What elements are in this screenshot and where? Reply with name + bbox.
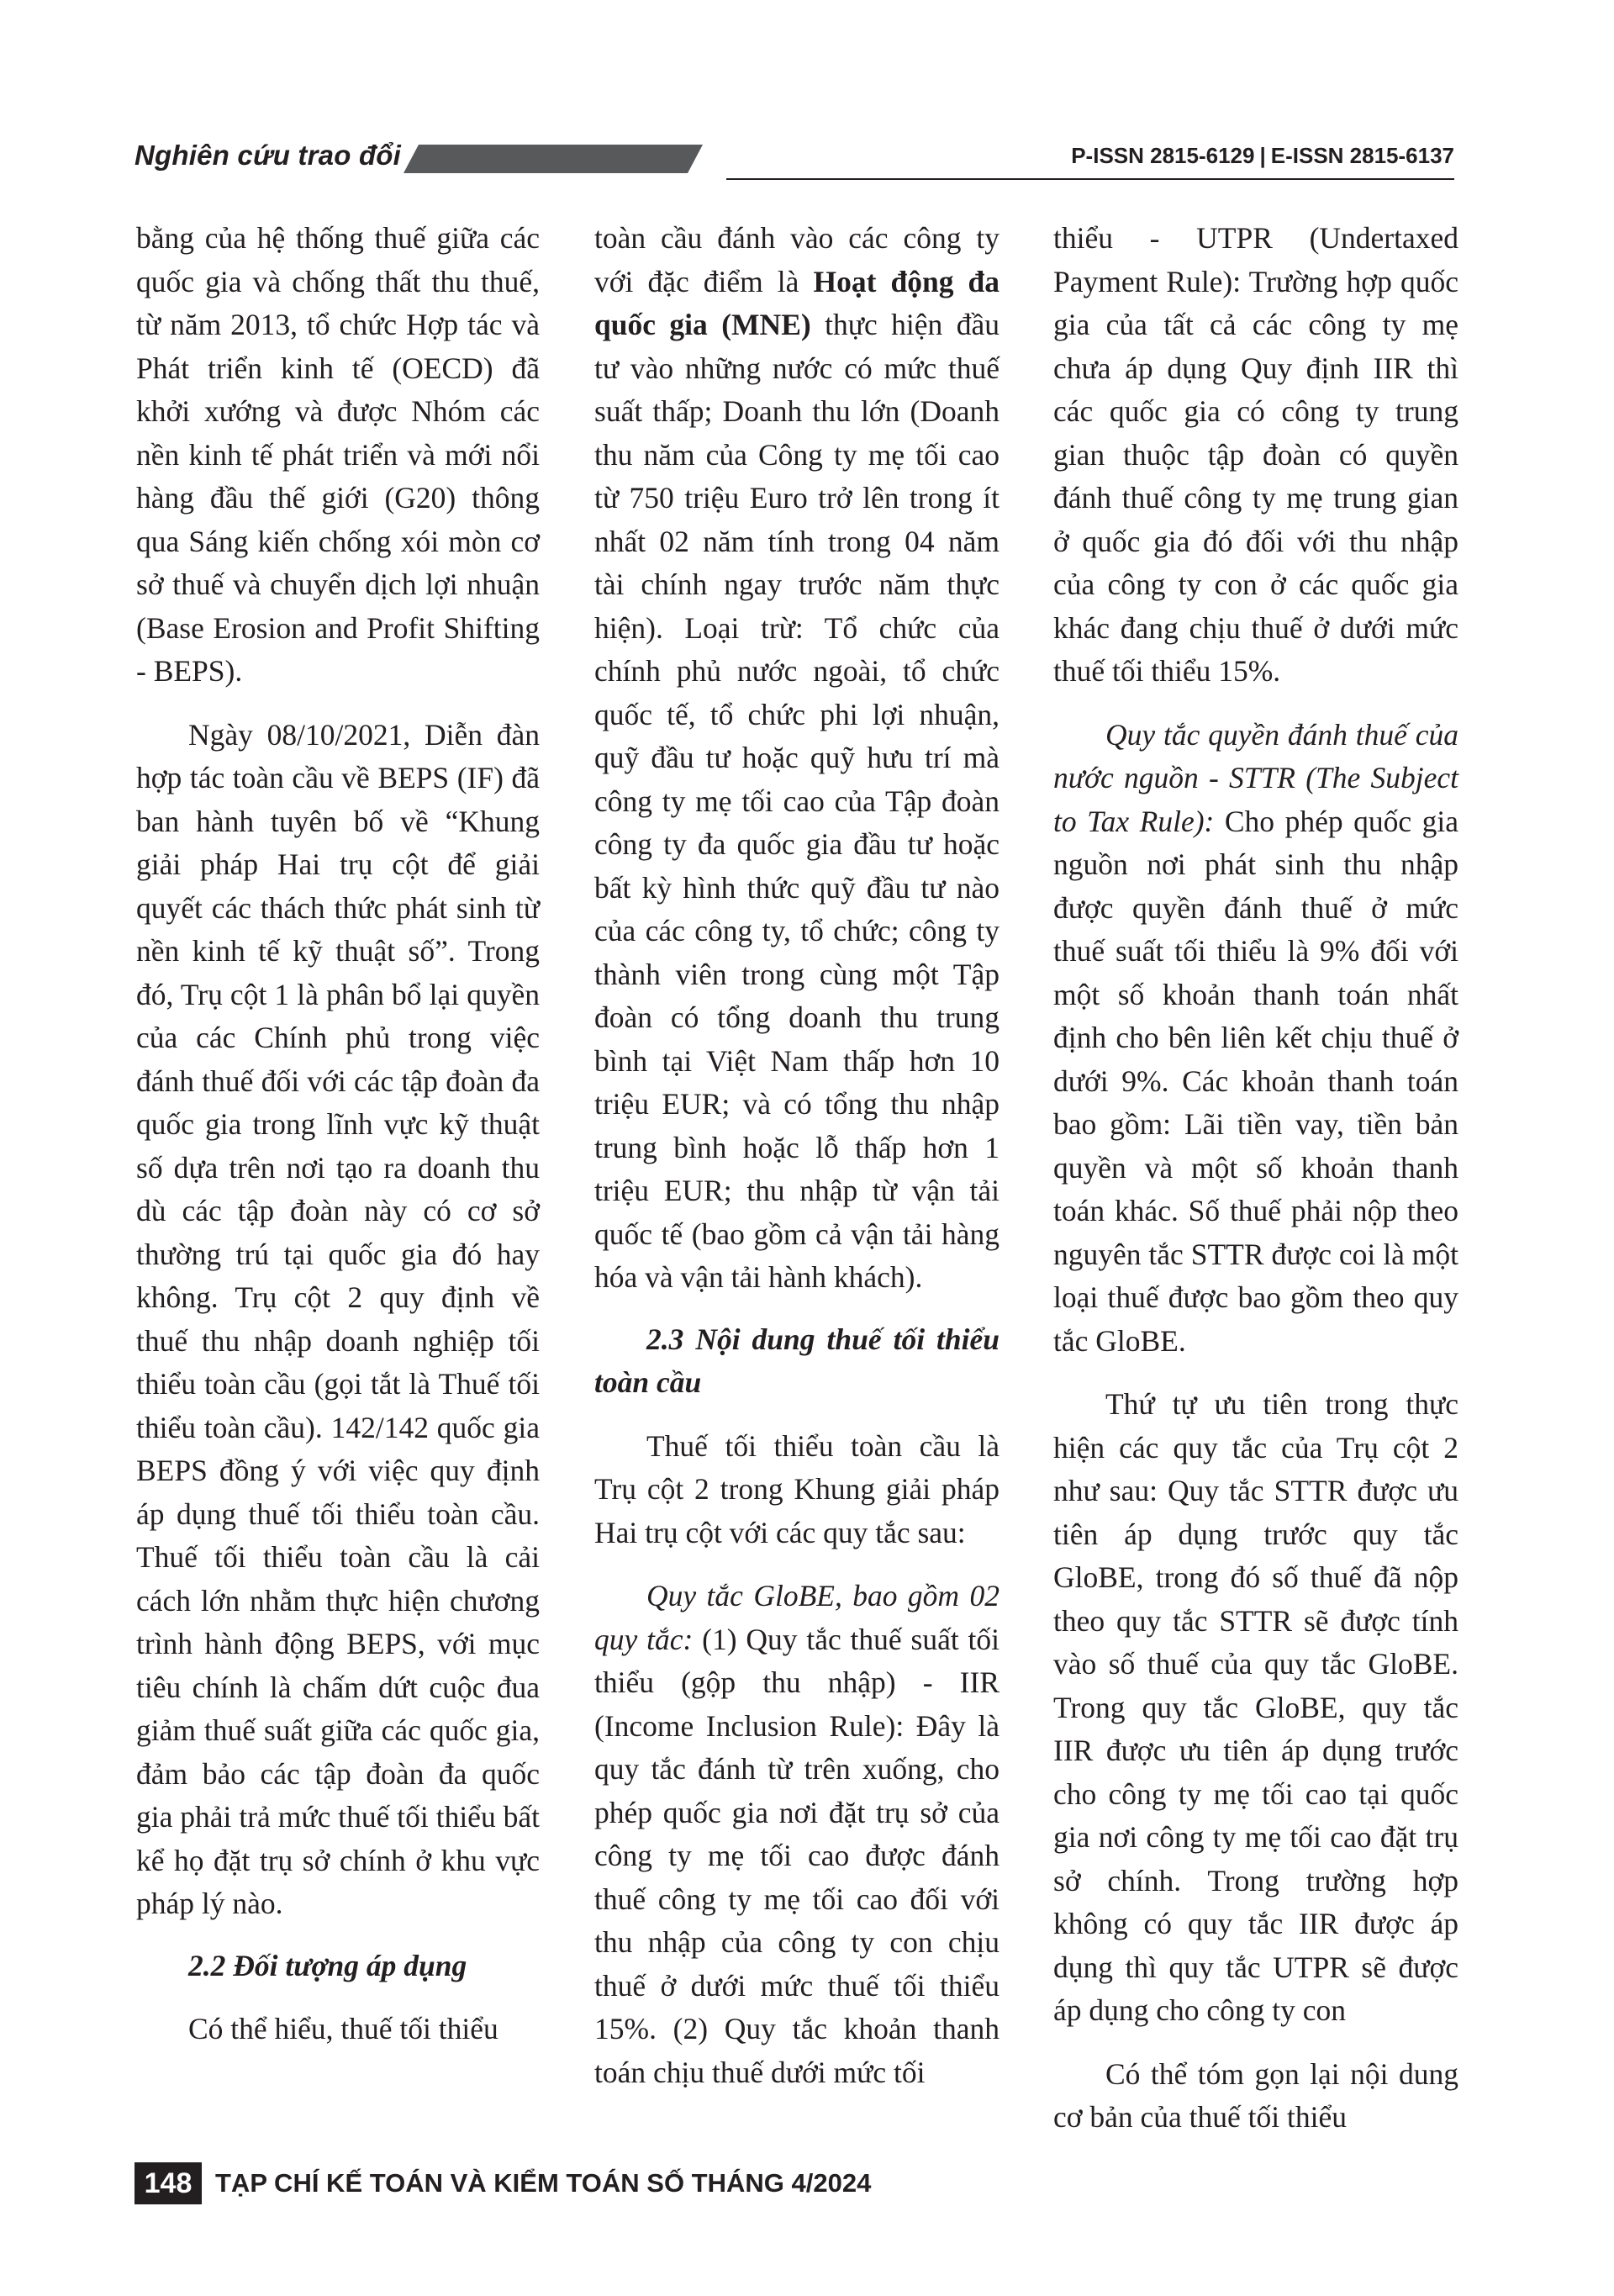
page-number: 148 [134, 2162, 202, 2204]
article-column-1 [136, 217, 540, 2051]
col2-paragraph-3: Quy tắc GloBE, bao gồm 02 quy tắc: (1) Quy tắc thuế suất tối thiểu (gộp thu nhập) - IIR (Income Inclusion Rule): Đây là quy tắc đánh từ trên xuống, cho phép quốc gia nơi đặt trụ sở của công ty mẹ tối cao được đánh thuế công ty mẹ tối cao đối với thu nhập của công ty con chịu thuế ở dưới mức thuế tối thiểu 15%. (2) Quy tắc khoản thanh toán chịu thuế dưới mức tối [594, 1579, 1000, 2089]
col3-paragraph-3: Thứ tự ưu tiên trong thực hiện các quy tắc của Trụ cột 2 như sau: Quy tắc STTR được ưu tiên áp dụng trước quy tắc GloBE, trong đó số thuế đã nộp theo quy tắc STTR sẽ được tính vào số thuế của quy tắc GloBE. Trong quy tắc GloBE, quy tắc IIR được ưu tiên áp dụng trước cho công ty mẹ tối cao tại quốc gia nơi công ty mẹ tối cao đặt trụ sở chính. Trong trường hợp không có quy tắc IIR được áp dụng thì quy tắc UTPR sẽ được áp dụng cho công ty con [1053, 1387, 1458, 2027]
print-issn: P-ISSN 2815-6129 [1071, 143, 1255, 168]
col3-paragraph-2: Quy tắc quyền đánh thuế của nước nguồn - STTR (The Subject to Tax Rule): Cho phép quốc gia nguồn nơi phát sinh thu nhập được quyền đánh thuế ở mức thuế suất tối thiểu là 9% đối với một số khoản thanh toán nhất định cho bên liên kết chịu thuế ở dưới 9%. Các khoản thanh toán bao gồm: Lãi tiền vay, tiền bản quyền và một số khoản thanh toán khác. Số thuế phải nộp theo nguyên tắc STTR được coi là một loại thuế được bao gồm theo quy tắc GloBE. [1053, 717, 1459, 1358]
issn-info [1071, 143, 1454, 169]
sttr-rule-term: Quy tắc quyền đánh thuế của nước nguồn - STTR (The Subject to Tax Rule): [1053, 717, 1458, 838]
article-column-3 [1053, 217, 1458, 2140]
page-header [134, 138, 1454, 182]
electronic-issn: E-ISSN 2815-6137 [1270, 143, 1454, 168]
mne-term: Hoạt động đa quốc gia (MNE) [594, 264, 1000, 341]
page-footer [134, 2162, 1143, 2206]
col3-paragraph-4: Có thể tóm gọn lại nội dung cơ bản của thuế tối thiểu [1053, 2056, 1458, 2134]
col3-paragraph-1: thiểu - UTPR (Undertaxed Payment Rule): Trường hợp quốc gia của tất cả các công ty mẹ chưa áp dụng Quy định IIR thì các quốc gia có công ty trung gian thuộc tập đoàn có quyền đánh thuế công ty mẹ trung gian ở quốc gia đó đối với thu nhập của công ty con ở các quốc gia khác đang chịu thuế ở dưới mức thuế tối thiểu 15%. [1053, 221, 1458, 688]
col1-paragraph-2: Ngày 08/10/2021, Diễn đàn hợp tác toàn cầu về BEPS (IF) đã ban hành tuyên bố về “Khung giải pháp Hai trụ cột để giải quyết các thách thức phát sinh từ nền kinh tế kỹ thuật số”. Trong đó, Trụ cột 1 là phân bổ lại quyền của các Chính phủ trong việc đánh thuế đối với các tập đoàn đa quốc gia trong lĩnh vực kỹ thuật số dựa trên nơi tạo ra doanh thu dù các tập đoàn này có cơ sở thường trú tại quốc gia đó hay không. Trụ cột 2 quy định về thuế thu nhập doanh nghiệp tối thiểu toàn cầu (gọi tắt là Thuế tối thiểu toàn cầu). 142/142 quốc gia BEPS đồng ý với việc quy định áp dụng thuế tối thiểu toàn cầu. Thuế tối thiểu toàn cầu là cải cách lớn nhằm thực hiện chương trình hành động BEPS, với mục tiêu chính là chấm dứt cuộc đua giảm thuế suất giữa các quốc gia, đảm bảo các tập đoàn đa quốc gia phải trả mức thuế tối thiểu bất kể họ đặt trụ sở chính ở khu vực pháp lý nào. [136, 717, 540, 1920]
article-column-2 [594, 217, 1000, 2094]
header-rule [726, 178, 1454, 180]
col2-paragraph-1: toàn cầu đánh vào các công ty với đặc điểm là Hoạt động đa quốc gia (MNE) thực hiện đầu tư vào những nước có mức thuế suất thấp; Doanh thu lớn (Doanh thu năm của Công ty mẹ tối cao từ 750 triệu Euro trở lên trong ít nhất 02 năm tính trong 04 năm tài chính ngay trước năm thực hiện). Loại trừ: Tổ chức của chính phủ nước ngoài, tổ chức quốc tế, tổ chức phi lợi nhuận, quỹ đầu tư hoặc quỹ hưu trí mà công ty mẹ tối cao của Tập đoàn công ty đa quốc gia đầu tư hoặc bất kỳ hình thức quỹ đầu tư nào của các công ty, tổ chức; công ty thành viên trong cùng một Tập đoàn có tổng doanh thu trung bình tại Việt Nam thấp hơn 10 triệu EUR; và có tổng thu nhập trung bình hoặc lỗ thấp hơn 1 triệu EUR; thu nhập từ vận tải quốc tế (bao gồm cả vận tải hàng hóa và vận tải hành khách). [594, 221, 1000, 1294]
journal-title: TẠP CHÍ KẾ TOÁN VÀ KIỂM TOÁN SỐ THÁNG 4/2024 [215, 2168, 872, 2198]
col1-paragraph-1: bằng của hệ thống thuế giữa các quốc gia và chống thất thu thuế, từ năm 2013, tổ chức Hợp tác và Phát triển kinh tế (OECD) đã khởi xướng và được Nhóm các nền kinh tế phát triển và mới nổi hàng đầu thế giới (G20) thông qua Sáng kiến chống xói mòn cơ sở thuế và chuyển dịch lợi nhuận (Base Erosion and Profit Shifting - BEPS). [136, 221, 540, 688]
globe-rule-term: Quy tắc GloBE, bao gồm 02 quy tắc: [594, 1579, 1000, 1656]
header-decorative-bar [404, 145, 703, 173]
col2-paragraph-2: Thuế tối thiểu toàn cầu là Trụ cột 2 trong Khung giải pháp Hai trụ cột với các quy tắc sau: [594, 1428, 1000, 1549]
issn-separator: | [1259, 143, 1266, 168]
col1-paragraph-3: Có thể hiểu, thuế tối thiểu [188, 2012, 498, 2045]
section-heading-2-2: 2.2 Đối tượng áp dụng [188, 1948, 467, 1982]
section-heading-2-3: 2.3 Nội dung thuế tối thiểu toàn cầu [594, 1322, 1000, 1399]
section-label: Nghiên cứu trao đổi [134, 140, 402, 171]
